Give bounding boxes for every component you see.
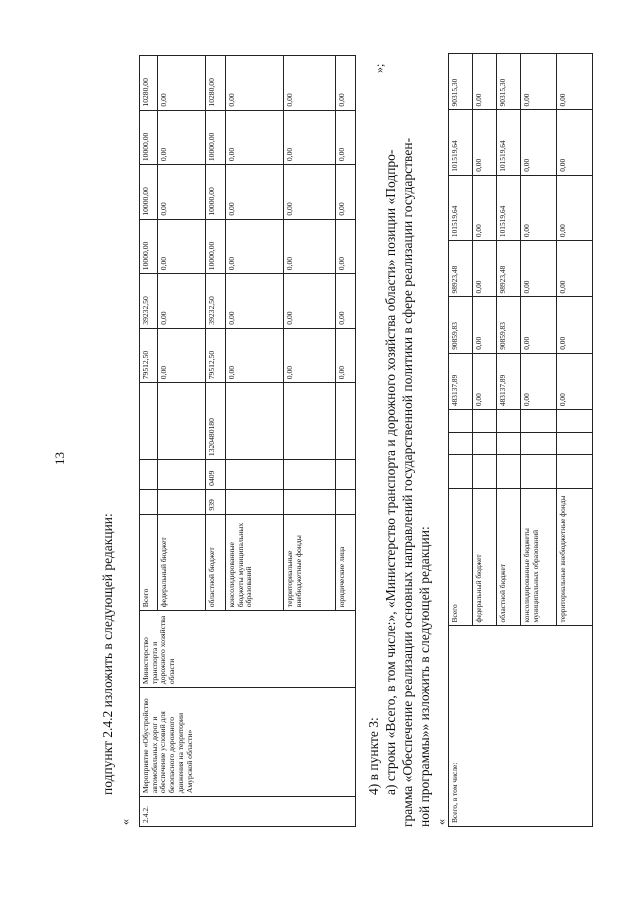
code-cell [473, 410, 497, 433]
value-cell: 0,00 [557, 297, 593, 353]
code-cell [497, 455, 521, 489]
budget-code [226, 460, 284, 490]
value-cell: 0,00 [336, 274, 356, 329]
budget-code: 0409 [206, 460, 226, 490]
budget-code [140, 489, 158, 514]
value-cell: 0,00 [521, 353, 557, 409]
code-cell [497, 410, 521, 433]
subprogram-table [448, 53, 593, 827]
value-cell: 0,00 [284, 165, 336, 220]
value-cell: 0,00 [521, 54, 557, 110]
value-cell: 0,00 [226, 328, 284, 383]
budget-code [140, 383, 158, 460]
value-cell: 0,00 [336, 56, 356, 111]
value-cell: 0,00 [336, 110, 356, 165]
code-cell [473, 455, 497, 489]
value-cell: 0,00 [158, 110, 206, 165]
value-cell: 10000,00 [206, 219, 226, 274]
value-cell: 90315,30 [497, 54, 521, 110]
table-row [449, 54, 473, 827]
value-cell: 0,00 [158, 219, 206, 274]
value-cell: 0,00 [336, 328, 356, 383]
value-cell: 0,00 [284, 56, 336, 111]
table-row [140, 56, 158, 827]
code-cell [557, 455, 593, 489]
budget-code [226, 383, 284, 460]
activity-table [139, 55, 356, 827]
value-cell: 0,00 [284, 328, 336, 383]
value-cell: 98923,48 [449, 241, 473, 297]
funding-source: Всего [140, 514, 158, 611]
code-cell [521, 410, 557, 433]
page-number: 13 [52, 452, 67, 465]
value-cell: 0,00 [557, 54, 593, 110]
budget-code: 939 [206, 489, 226, 514]
budget-code [140, 460, 158, 490]
item4-heading: 4) в пункте 3: [366, 717, 381, 795]
funding-source: областной бюджет [206, 514, 226, 611]
budget-code [158, 460, 206, 490]
code-cell [557, 410, 593, 433]
value-cell: 90859,83 [449, 297, 473, 353]
value-cell: 0,00 [521, 110, 557, 175]
value-cell: 101519,64 [497, 110, 521, 175]
total-label: Всего, в том числе: [449, 626, 593, 827]
budget-code [158, 383, 206, 460]
value-cell: 79512,50 [206, 328, 226, 383]
value-cell: 0,00 [336, 219, 356, 274]
value-cell: 10000,00 [206, 165, 226, 220]
value-cell: 483137,89 [497, 353, 521, 409]
value-cell: 0,00 [473, 241, 497, 297]
value-cell: 0,00 [158, 274, 206, 329]
value-cell: 101519,64 [497, 175, 521, 240]
value-cell: 0,00 [284, 274, 336, 329]
budget-code [284, 460, 336, 490]
value-cell: 101519,64 [449, 175, 473, 240]
value-cell: 10280,00 [140, 56, 158, 111]
value-cell: 0,00 [226, 165, 284, 220]
funding-source: консолидированные бюджеты муниципальных образований [521, 488, 557, 625]
value-cell: 10280,00 [206, 56, 226, 111]
code-cell [557, 432, 593, 455]
value-cell: 0,00 [521, 241, 557, 297]
value-cell: 0,00 [473, 353, 497, 409]
value-cell: 0,00 [521, 175, 557, 240]
subitem-heading: подпункт 2.4.2 изложить в следующей редакции: [100, 513, 115, 795]
budget-code [284, 489, 336, 514]
value-cell: 10000,00 [140, 219, 158, 274]
code-cell [521, 455, 557, 489]
funding-source: территориальные внебюджетные фонды [284, 514, 336, 611]
value-cell: 39232,50 [140, 274, 158, 329]
value-cell: 0,00 [158, 328, 206, 383]
value-cell: 0,00 [557, 353, 593, 409]
value-cell: 0,00 [226, 56, 284, 111]
value-cell: 90859,83 [497, 297, 521, 353]
code-cell [521, 432, 557, 455]
value-cell: 39232,50 [206, 274, 226, 329]
value-cell: 0,00 [521, 297, 557, 353]
funding-source: Всего [449, 488, 473, 625]
value-cell: 10000,00 [206, 110, 226, 165]
paragraph-a-line1: а) строки «Всего, в том числе:», «Министерство транспорта и дорожного хозяйства области» позиции «Подпро- [383, 149, 398, 795]
value-cell: 79512,50 [140, 328, 158, 383]
budget-code [226, 489, 284, 514]
value-cell: 0,00 [473, 175, 497, 240]
value-cell: 10000,00 [140, 110, 158, 165]
value-cell: 0,00 [557, 241, 593, 297]
funding-source: консолидированные бюджеты муниципальных образований [226, 514, 284, 611]
value-cell: 0,00 [226, 110, 284, 165]
value-cell: 0,00 [158, 165, 206, 220]
value-cell: 0,00 [158, 56, 206, 111]
budget-code [158, 489, 206, 514]
budget-code [336, 489, 356, 514]
value-cell: 98923,48 [497, 241, 521, 297]
close-quote: »; [372, 63, 386, 73]
funding-source: юридические лица [336, 514, 356, 611]
value-cell: 90315,30 [449, 54, 473, 110]
code-cell [497, 432, 521, 455]
value-cell: 0,00 [473, 297, 497, 353]
budget-code [284, 383, 336, 460]
activity-name: Мероприятие «Обустройство автомобильных дорог и обеспечение условий для безопасного дорожного движения на территории Амурской области» [140, 688, 356, 797]
value-cell: 0,00 [473, 110, 497, 175]
value-cell: 483137,89 [449, 353, 473, 409]
value-cell: 0,00 [284, 110, 336, 165]
budget-code [336, 383, 356, 460]
open-quote-1: « [118, 819, 132, 825]
value-cell: 0,00 [226, 274, 284, 329]
budget-code: 1320480180 [206, 383, 226, 460]
funding-source: федеральный бюджет [158, 514, 206, 611]
funding-source: федеральный бюджет [473, 488, 497, 625]
paragraph-a-line3: ной программы»» изложить в следующей редакции: [417, 526, 432, 827]
value-cell: 101519,64 [449, 110, 473, 175]
code-cell [473, 432, 497, 455]
budget-code [336, 460, 356, 490]
activity-code: 2.4.2. [140, 797, 356, 827]
activity-executor: Министерство транспорта и дорожного хозяйства области [140, 611, 356, 688]
code-cell [449, 410, 473, 433]
paragraph-a-line2: грамма «Обеспечение реализации основных направлений государственной политики в сфере реализации государствен- [400, 137, 415, 827]
code-cell [449, 432, 473, 455]
funding-source: областной бюджет [497, 488, 521, 625]
code-cell [449, 455, 473, 489]
value-cell: 10000,00 [140, 165, 158, 220]
value-cell: 0,00 [284, 219, 336, 274]
value-cell: 0,00 [473, 54, 497, 110]
open-quote-2: « [434, 819, 448, 825]
value-cell: 0,00 [557, 110, 593, 175]
funding-source: территориальные внебюджетные фонды [557, 488, 593, 625]
value-cell: 0,00 [557, 175, 593, 240]
value-cell: 0,00 [226, 219, 284, 274]
value-cell: 0,00 [336, 165, 356, 220]
